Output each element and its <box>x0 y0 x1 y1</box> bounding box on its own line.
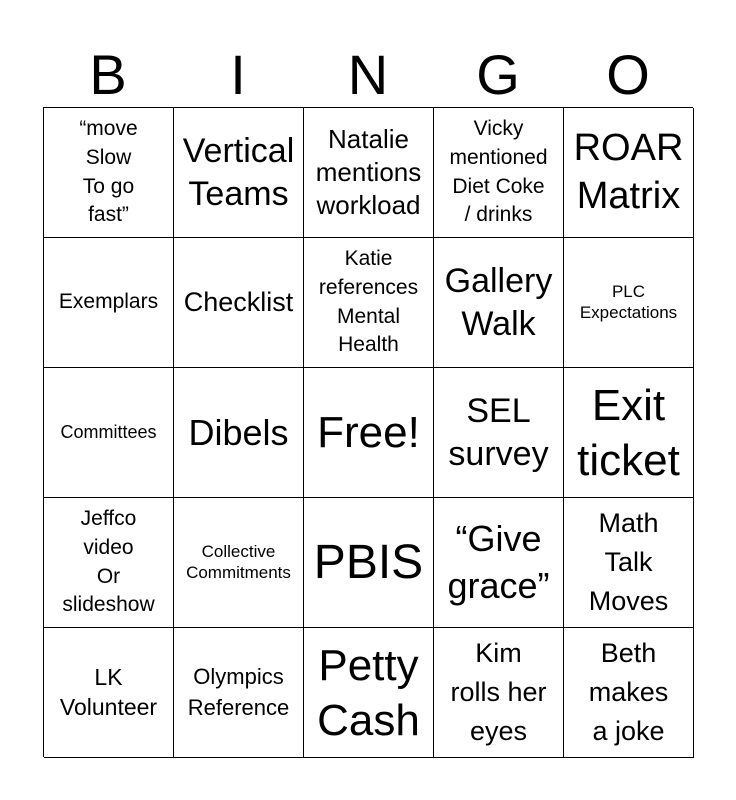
cell-text: Natalie mentions workload <box>315 123 422 220</box>
cell-text: Checklist <box>183 286 294 317</box>
cell-text: Petty Cash <box>317 640 420 745</box>
bingo-cell[interactable] <box>564 108 694 238</box>
cell-text: Katie references Mental Health <box>318 246 419 357</box>
cell-text: PBIS <box>313 535 424 589</box>
bingo-cell[interactable] <box>304 628 434 758</box>
bingo-grid <box>43 107 693 757</box>
cell-text: Dibels <box>188 412 289 453</box>
bingo-cell[interactable] <box>564 368 694 498</box>
header-letter-o: O <box>606 43 650 106</box>
bingo-cell[interactable] <box>44 238 174 368</box>
bingo-cell[interactable] <box>434 238 564 368</box>
cell-text: SEL survey <box>448 392 549 473</box>
cell-text: Math Talk Moves <box>588 507 669 617</box>
header-letter-i: I <box>230 43 246 106</box>
cell-text: Gallery Walk <box>444 262 553 343</box>
cell-text: Jeffco video Or slideshow <box>62 506 155 617</box>
bingo-cell[interactable] <box>174 628 304 758</box>
cell-text: “Give grace” <box>447 517 550 606</box>
cell-text: Olympics Reference <box>187 664 290 720</box>
cell-text: Free! <box>317 408 420 457</box>
bingo-cell[interactable] <box>304 368 434 498</box>
cell-text: Collective Commitments <box>186 542 291 582</box>
bingo-header <box>43 42 693 108</box>
bingo-cell[interactable] <box>174 238 304 368</box>
bingo-cell[interactable] <box>174 108 304 238</box>
cell-text: Vicky mentioned Diet Coke / drinks <box>449 116 548 227</box>
bingo-cell[interactable] <box>564 238 694 368</box>
cell-text: PLC Expectations <box>579 282 678 322</box>
cell-text: Kim rolls her eyes <box>450 637 547 747</box>
bingo-cell[interactable] <box>434 628 564 758</box>
bingo-cell[interactable] <box>564 498 694 628</box>
bingo-cell[interactable] <box>174 498 304 628</box>
cell-text: ROAR Matrix <box>573 127 684 217</box>
bingo-cell[interactable] <box>44 498 174 628</box>
bingo-cell[interactable] <box>304 108 434 238</box>
bingo-cell[interactable] <box>434 368 564 498</box>
header-letter-g: G <box>476 43 520 106</box>
bingo-cell[interactable] <box>434 498 564 628</box>
cell-text: Exemplars <box>58 290 159 314</box>
cell-text: Committees <box>60 421 157 442</box>
bingo-cell[interactable] <box>44 108 174 238</box>
cell-text: LK Volunteer <box>59 663 158 720</box>
cell-text: Vertical Teams <box>182 132 295 213</box>
bingo-cell[interactable] <box>564 628 694 758</box>
bingo-cell[interactable] <box>304 238 434 368</box>
cell-text: Beth makes a joke <box>588 637 669 747</box>
cell-text: Exit ticket <box>577 380 680 485</box>
bingo-cell[interactable] <box>304 498 434 628</box>
bingo-cell[interactable] <box>44 368 174 498</box>
bingo-cell[interactable] <box>174 368 304 498</box>
header-letter-n: N <box>347 43 389 106</box>
bingo-cell[interactable] <box>434 108 564 238</box>
bingo-cell[interactable] <box>44 628 174 758</box>
cell-text: “move Slow To go fast” <box>79 116 138 227</box>
header-letter-b: B <box>89 43 127 106</box>
